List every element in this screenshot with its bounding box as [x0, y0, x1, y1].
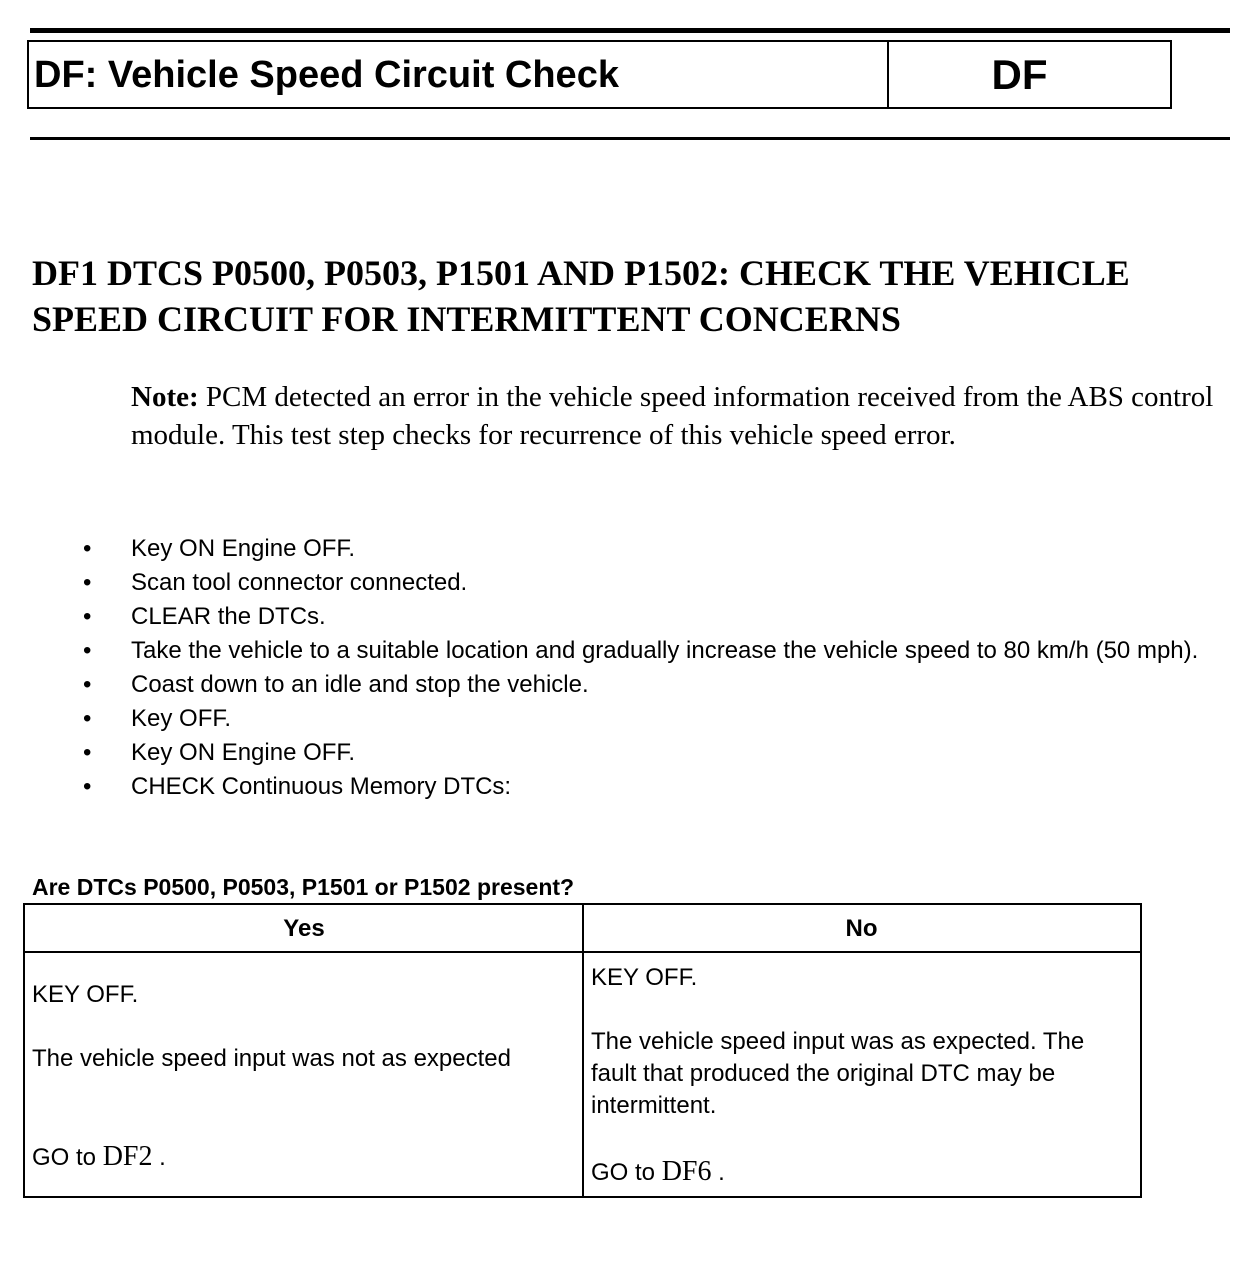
bullet-icon: •	[83, 671, 92, 698]
yes-line-result: The vehicle speed input was not as expected	[32, 1045, 511, 1072]
section-code: DF	[991, 51, 1048, 98]
yes-line-key-off: KEY OFF.	[32, 981, 139, 1008]
no-go-suffix: .	[718, 1159, 725, 1186]
bullet-icon: •	[83, 705, 92, 732]
section-title: DF: Vehicle Speed Circuit Check	[29, 42, 889, 107]
step-text: Scan tool connector connected.	[131, 569, 468, 596]
list-item	[80, 770, 1200, 803]
yes-go-prefix: GO to	[32, 1144, 97, 1171]
procedure-steps	[80, 532, 1200, 804]
step-text: CLEAR the DTCs.	[131, 603, 326, 630]
step-text: CHECK Continuous Memory DTCs:	[131, 773, 512, 800]
note-text: PCM detected an error in the vehicle speed information received from the ABS control module. This test step checks for recurrence of this vehicle speed error.	[131, 381, 1214, 451]
list-item	[80, 702, 1200, 735]
list-item	[80, 600, 1200, 633]
step-heading: DF1 DTCS P0500, P0503, P1501 AND P1502: CHECK THE VEHICLE SPEED CIRCUIT FOR INTERMITTENT CONCERNS	[32, 253, 1130, 339]
no-go-to	[591, 1156, 1131, 1189]
no-go-prefix: GO to	[591, 1159, 656, 1186]
note	[131, 378, 1221, 454]
decision-question: Are DTCs P0500, P0503, P1501 or P1502 present?	[32, 874, 575, 900]
top-rule	[30, 28, 1230, 33]
list-item	[80, 566, 1200, 599]
bullet-icon: •	[83, 739, 92, 766]
list-item	[80, 736, 1200, 769]
link-df2[interactable]: DF2	[102, 1141, 153, 1172]
section-header	[27, 40, 1172, 109]
list-item	[80, 634, 1200, 667]
yes-go-suffix: .	[159, 1144, 166, 1171]
bullet-icon: •	[83, 637, 92, 664]
step-text: Take the vehicle to a suitable location and gradually increase the vehicle speed to 80 km/h (50 mph).	[131, 637, 1199, 664]
no-column-header: No	[583, 905, 1140, 953]
link-df6[interactable]: DF6	[661, 1156, 712, 1187]
header-bottom-rule	[30, 137, 1230, 140]
bullet-icon: •	[83, 773, 92, 800]
list-item	[80, 668, 1200, 701]
yes-go-to	[32, 1141, 572, 1174]
bullet-icon: •	[83, 535, 92, 562]
bullet-icon: •	[83, 603, 92, 630]
column-divider	[582, 905, 584, 1196]
result-table	[23, 903, 1142, 1198]
step-text: Key OFF.	[131, 705, 232, 732]
step-text: Key ON Engine OFF.	[131, 535, 356, 562]
no-line-key-off: KEY OFF.	[591, 964, 698, 991]
bullet-icon: •	[83, 569, 92, 596]
no-line-result: The vehicle speed input was as expected. The fault that produced the original DTC may be intermittent.	[591, 1028, 1085, 1119]
step-text: Coast down to an idle and stop the vehicle.	[131, 671, 589, 698]
yes-column-header: Yes	[25, 905, 583, 953]
list-item	[80, 532, 1200, 565]
note-label: Note:	[131, 381, 199, 413]
step-text: Key ON Engine OFF.	[131, 739, 356, 766]
